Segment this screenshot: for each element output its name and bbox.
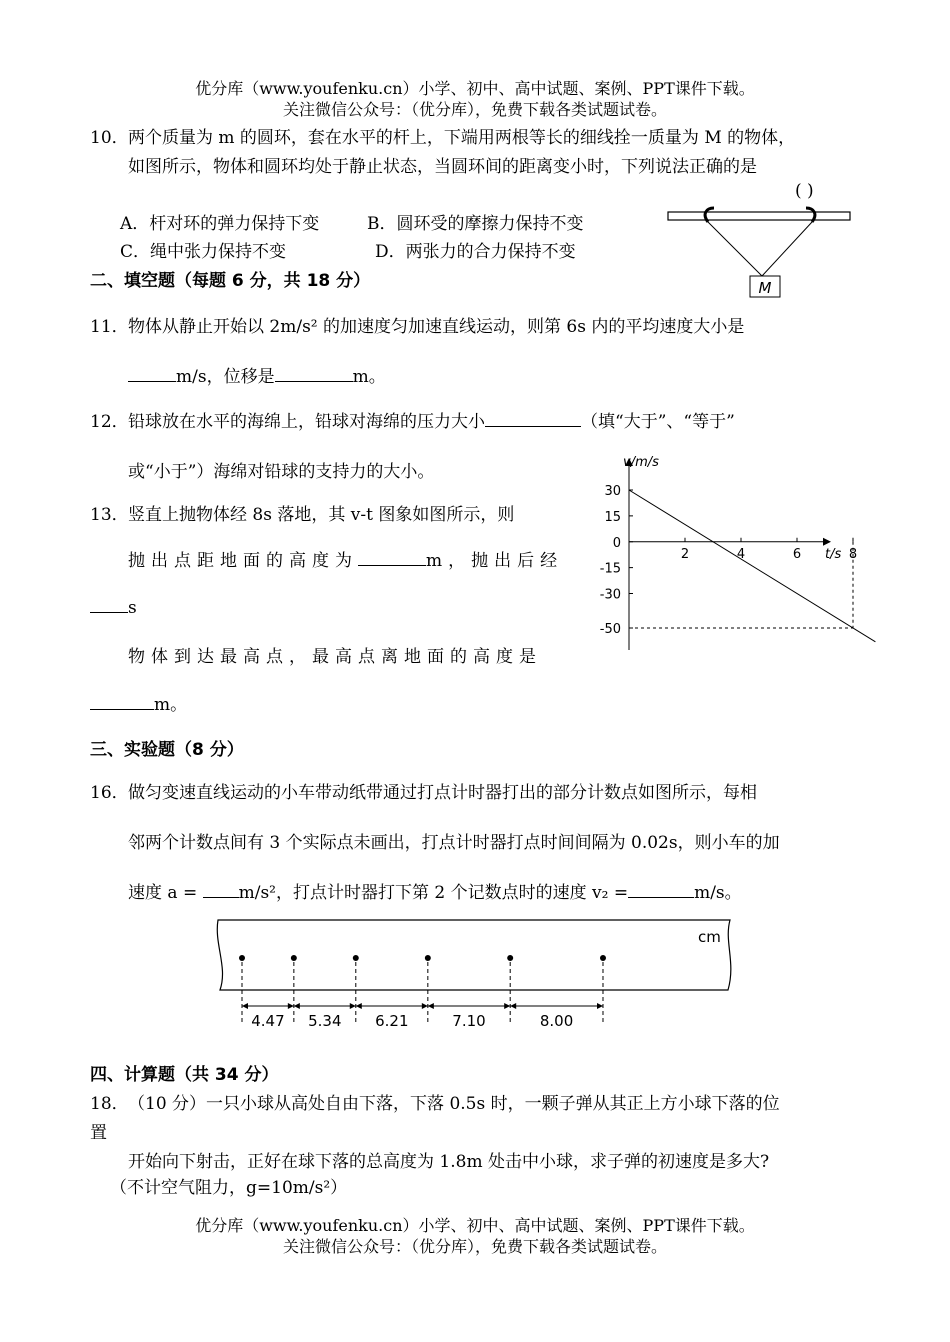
mass-box-label: M (758, 279, 772, 297)
tape-segment-label: 6.21 (375, 1012, 409, 1030)
q16-line-3: 速度 a = m/s²，打点计时器打下第 2 个记数点时的速度 v₂ = m/s。 (128, 883, 742, 903)
q18-line-3: （不计空气阻力，g=10m/s²） (110, 1178, 348, 1198)
q10-option-c: C．绳中张力保持不变 (120, 242, 287, 262)
q10-answer-paren: ( ) (795, 181, 814, 201)
vt-series-line (629, 490, 875, 642)
paper-tape-figure (210, 912, 740, 1032)
q12-line-2: 或“小于”）海绵对铅球的支持力的大小。 (128, 462, 435, 482)
tape-dot (239, 955, 245, 961)
q10-option-a: A．杆对环的弹力保持下变 (120, 214, 320, 234)
q16-blank-velocity[interactable] (628, 881, 694, 898)
section-2-title: 二、填空题（每题 6 分，共 18 分） (90, 271, 371, 291)
q11-blank-displacement[interactable] (275, 365, 353, 382)
tape-segment-label: 4.47 (251, 1012, 285, 1030)
q13-line-1: 竖直上抛物体经 8s 落地，其 v-t 图象如图所示，则 (128, 505, 515, 525)
x-tick-label: 4 (736, 546, 746, 562)
section-4-title: 四、计算题（共 34 分） (90, 1065, 279, 1085)
q16-line-2: 邻两个计数点间有 3 个实际点未画出，打点计时器打点时间间隔为 0.02s，则小车的加 (128, 833, 780, 853)
header-line-1: 优分库（www.youfenku.cn）小学、初中、高中试题、案例、PPT课件下载。 (195, 79, 755, 98)
q10-option-d: D．两张力的合力保持不变 (375, 242, 576, 262)
y-tick-label: 15 (604, 509, 621, 525)
q18-line-2: 开始向下射击，正好在球下落的总高度为 1.8m 处击中小球，求子弹的初速度是多大? (128, 1152, 770, 1172)
q16-number: 16． (90, 783, 129, 803)
q18-number: 18． (90, 1094, 129, 1114)
y-tick-label: -15 (599, 561, 621, 577)
q10-number: 10． (90, 128, 129, 148)
header-line-2: 关注微信公众号：（优分库），免费下载各类试题试卷。 (282, 100, 667, 119)
left-string (708, 222, 762, 276)
footer-line-1: 优分库（www.youfenku.cn）小学、初中、高中试题、案例、PPT课件下载。 (195, 1216, 755, 1235)
q11-blank-velocity[interactable] (128, 365, 176, 382)
q10-line-1: 两个质量为 m 的圆环，套在水平的杆上，下端用两根等长的细线拴一质量为 M 的物体， (128, 128, 796, 148)
q16-blank-acceleration[interactable] (203, 881, 239, 898)
tape-arrow (597, 1003, 603, 1009)
tape-dot (425, 955, 431, 961)
tape-dot (507, 955, 513, 961)
y-axis-label: v/m/s (623, 455, 659, 470)
tape-segment-label: 7.10 (452, 1012, 486, 1030)
tape-arrow (356, 1003, 362, 1009)
tape-segment-label: 5.34 (308, 1012, 342, 1030)
q13-line-4: 物体到达最高点，最高点离地面的高度是 (128, 647, 542, 667)
x-tick-label: 2 (680, 546, 690, 562)
q10-line-2: 如图所示，物体和圆环均处于静止状态，当圆环间的距离变小时，下列说法正确的是 (128, 157, 757, 177)
q12-number: 12． (90, 412, 129, 432)
x-tick-label: 8 (848, 546, 858, 562)
y-tick-label: 30 (604, 484, 621, 499)
tape-arrow (422, 1003, 428, 1009)
tape-dot (353, 955, 359, 961)
q13-line-2: 抛出点距地面的高度为 m，抛出后经 (128, 551, 564, 571)
y-tick-label: -50 (599, 622, 621, 637)
right-string (762, 222, 812, 276)
tape-unit-label: cm (698, 928, 721, 946)
y-tick-label: -30 (599, 587, 621, 603)
q13-line-5: m。 (90, 690, 187, 715)
tape-arrow (428, 1003, 434, 1009)
q18-line-1b: 置 (90, 1123, 107, 1143)
y-tick-label: 0 (612, 535, 621, 551)
q13-blank-time[interactable] (90, 596, 128, 613)
tape-segment-label: 8.00 (539, 1012, 574, 1030)
tape-dot (600, 955, 606, 961)
tape-arrow (288, 1003, 294, 1009)
tape-arrow (350, 1003, 356, 1009)
q18-line-1: （10 分）一只小球从高处自由下落，下落 0.5s 时，一颗子弹从其正上方小球下落的位 (128, 1094, 780, 1114)
q13-line-3: s (90, 596, 137, 618)
q13-number: 13． (90, 505, 129, 525)
footer-line-2: 关注微信公众号：（优分库），免费下载各类试题试卷。 (282, 1237, 667, 1256)
x-axis-label: t/s (825, 546, 842, 562)
q13-blank-max-height[interactable] (90, 693, 154, 710)
q12-line-1: 铅球放在水平的海绵上，铅球对海绵的压力大小 （填“大于”、“等于” (128, 412, 735, 432)
x-axis-arrow (823, 538, 831, 546)
q12-blank[interactable] (485, 410, 581, 427)
tape-arrow (504, 1003, 510, 1009)
q11-line-1: 物体从静止开始以 2m/s² 的加速度匀加速直线运动，则第 6s 内的平均速度大小是 (128, 317, 745, 337)
rod-rings-figure (660, 200, 860, 302)
tape-arrow (294, 1003, 300, 1009)
q16-line-1: 做匀变速直线运动的小车带动纸带通过打点计时器打出的部分计数点如图所示，每相 (128, 783, 757, 803)
tape-arrow (242, 1003, 248, 1009)
q11-line-2: m/s，位移是 m。 (128, 362, 386, 387)
tape-arrow (510, 1003, 516, 1009)
q13-blank-height[interactable] (358, 549, 426, 566)
q11-number: 11． (90, 317, 129, 337)
horizontal-rod (668, 212, 850, 220)
section-3-title: 三、实验题（8 分） (90, 740, 244, 760)
tape-dot (291, 955, 297, 961)
vt-chart (585, 450, 858, 665)
x-tick-label: 6 (792, 546, 802, 562)
q10-option-b: B．圆环受的摩擦力保持不变 (367, 214, 584, 234)
